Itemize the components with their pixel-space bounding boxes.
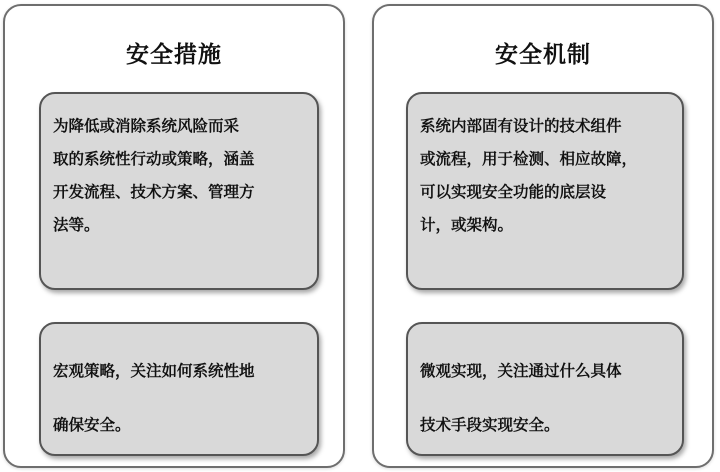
scope-line: 宏观策略，关注如何系统性地 [53,362,255,380]
definition-line: 为降低或消除系统风险而采 [53,117,240,135]
scope-line: 微观实现，关注通过什么具体 [420,362,622,380]
safety-measures-definition-card [39,92,319,290]
safety-measures-scope-card [39,322,319,456]
definition-line: 计，或架构。 [420,216,514,234]
scope-line: 确保安全。 [53,416,131,434]
definition-line: 或流程，用于检测、相应故障， [420,150,638,168]
definition-line: 取的系统性行动或策略，涵盖 [53,150,255,168]
safety-mechanisms-scope-card [406,322,684,456]
definition-line: 法等。 [53,216,100,234]
scope-line: 技术手段实现安全。 [420,416,560,434]
safety-measures-title: 安全措施 [126,42,222,68]
safety-mechanisms-definition-card [406,92,684,290]
safety-measures-panel [3,4,345,468]
safety-mechanisms-panel [372,4,714,468]
definition-line: 系统内部固有设计的技术组件 [420,117,622,135]
safety-mechanisms-title: 安全机制 [495,42,591,68]
definition-line: 可以实现安全功能的底层设 [420,183,607,201]
definition-line: 开发流程、技术方案、管理方 [53,183,255,201]
